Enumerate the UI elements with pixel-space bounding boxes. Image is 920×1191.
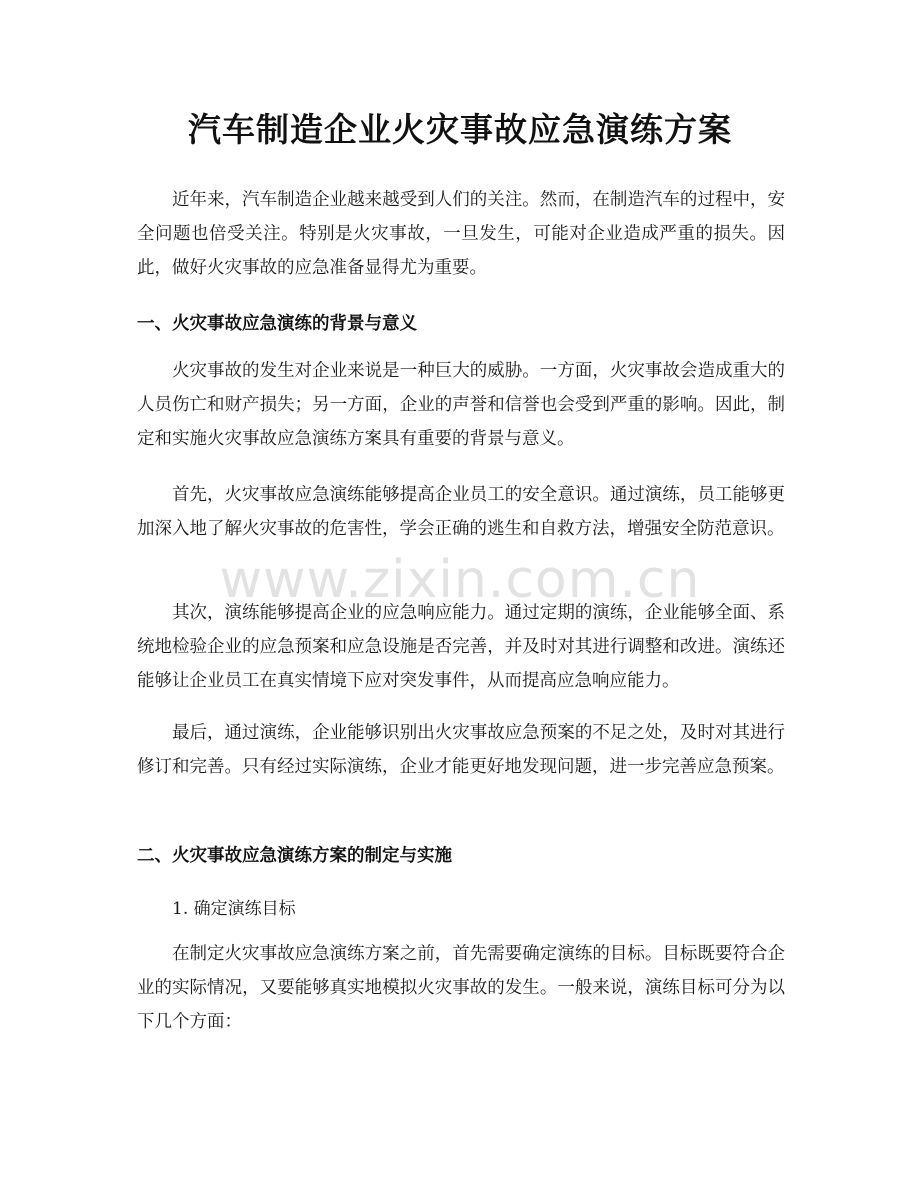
section-1-paragraph-3: 其次，演练能够提高企业的应急响应能力。通过定期的演练，企业能够全面、系统地检验企业的应急预案和应急设施是否完善，并及时对其进行调整和改进。演练还能够让企业员工在真实情境下应对突发事件，从而提高应急响应能力。 — [137, 603, 785, 691]
watermark: www.zixin.com.cn — [219, 550, 701, 610]
section-2-heading: 二、火灾事故应急演练方案的制定与实施 — [137, 846, 452, 866]
section-1-paragraph-2: 首先，火灾事故应急演练能够提高企业员工的安全意识。通过演练，员工能够更加深入地了解火灾事故的危害性，学会正确的逃生和自救方法，增强安全防范意识。 — [137, 485, 785, 539]
section-2-subheading: 1. 确定演练目标 — [172, 899, 296, 919]
intro-paragraph: 近年来，汽车制造企业越来越受到人们的关注。然而，在制造汽车的过程中，安全问题也倍受关注。特别是火灾事故，一旦发生，可能对企业造成严重的损失。因此，做好火灾事故的应急准备显得尤为重要。 — [137, 190, 785, 278]
section-1-paragraph-4: 最后，通过演练，企业能够识别出火灾事故应急预案的不足之处，及时对其进行修订和完善。只有经过实际演练，企业才能更好地发现问题，进一步完善应急预案。 — [137, 723, 785, 777]
section-1-paragraph-1: 火灾事故的发生对企业来说是一种巨大的威胁。一方面，火灾事故会造成重大的人员伤亡和财产损失；另一方面，企业的声誉和信誉也会受到严重的影响。因此，制定和实施火灾事故应急演练方案具有重要的背景与意义。 — [137, 361, 785, 449]
section-2-paragraph-1: 在制定火灾事故应急演练方案之前，首先需要确定演练的目标。目标既要符合企业的实际情况，又要能够真实地模拟火灾事故的发生。一般来说，演练目标可分为以下几个方面： — [137, 944, 785, 1032]
section-1-heading: 一、火灾事故应急演练的背景与意义 — [137, 314, 417, 334]
document-title: 汽车制造企业火灾事故应急演练方案 — [188, 110, 732, 149]
